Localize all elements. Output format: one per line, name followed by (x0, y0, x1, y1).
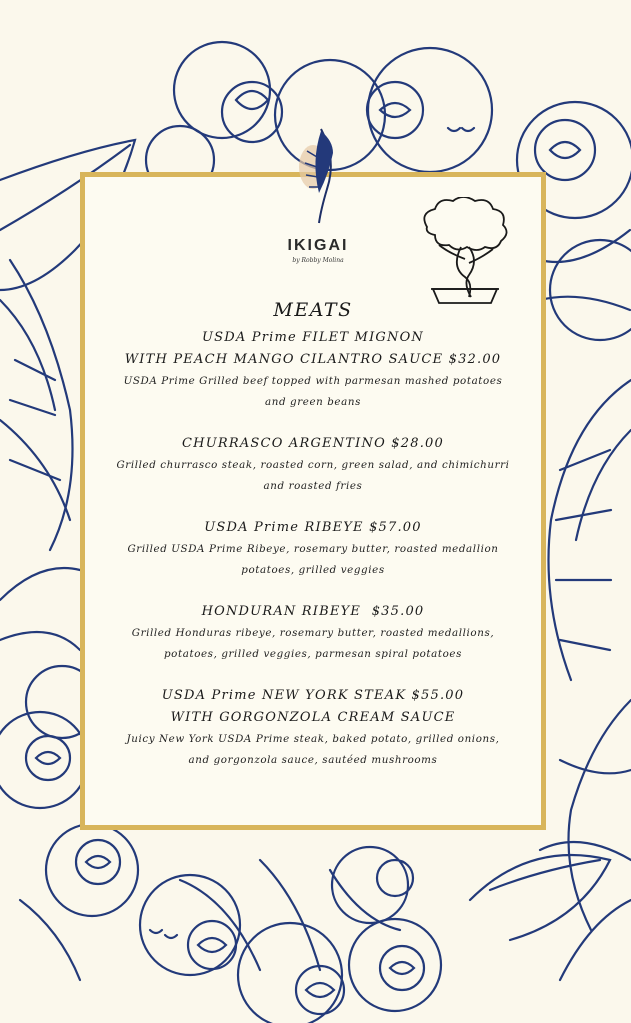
item-description: Grilled Honduras ribeye, rosemary butter, roasted medallions, (131, 627, 495, 639)
item-description: and green beans (265, 396, 361, 408)
menu-content (93, 299, 533, 791)
brand-byline: by Robby Molina (292, 257, 344, 264)
menu-item-churrasco (93, 433, 533, 497)
item-title: WITH GORGONZOLA CREAM SAUCE (170, 710, 456, 725)
menu-item-ribeye (93, 517, 533, 581)
item-title: USDA Prime RIBEYE $57.00 (204, 520, 422, 535)
item-description: potatoes, grilled veggies, parmesan spiral potatoes (163, 648, 462, 660)
item-description: potatoes, grilled veggies (241, 564, 385, 576)
section-title-meats: MEATS (273, 299, 353, 321)
brand-name: IKIGAI (287, 237, 349, 254)
bonsai-icon (415, 197, 515, 309)
item-description: and roasted fries (263, 480, 363, 492)
item-description: USDA Prime Grilled beef topped with parmesan mashed potatoes (123, 375, 503, 387)
item-description: Grilled USDA Prime Ribeye, rosemary butter, roasted medallion (127, 543, 499, 555)
menu-item-honduran-ribeye (93, 601, 533, 665)
item-title: HONDURAN RIBEYE $35.00 (201, 604, 425, 619)
item-title: WITH PEACH MANGO CILANTRO SAUCE $32.00 (124, 352, 502, 367)
menu-card (80, 172, 546, 830)
menu-item-new-york-steak (93, 685, 533, 771)
item-description: Grilled churrasco steak, roasted corn, green salad, and chimichurri (116, 459, 510, 471)
menu-item-filet-mignon (93, 327, 533, 413)
feather-logo-icon (295, 127, 347, 227)
item-description: and gorgonzola sauce, sautéed mushrooms (188, 754, 438, 766)
item-description: Juicy New York USDA Prime steak, baked potato, grilled onions, (126, 733, 500, 745)
item-title: USDA Prime NEW YORK STEAK $55.00 (161, 688, 465, 703)
item-title: USDA Prime FILET MIGNON (202, 330, 424, 345)
item-title: CHURRASCO ARGENTINO $28.00 (182, 436, 444, 451)
